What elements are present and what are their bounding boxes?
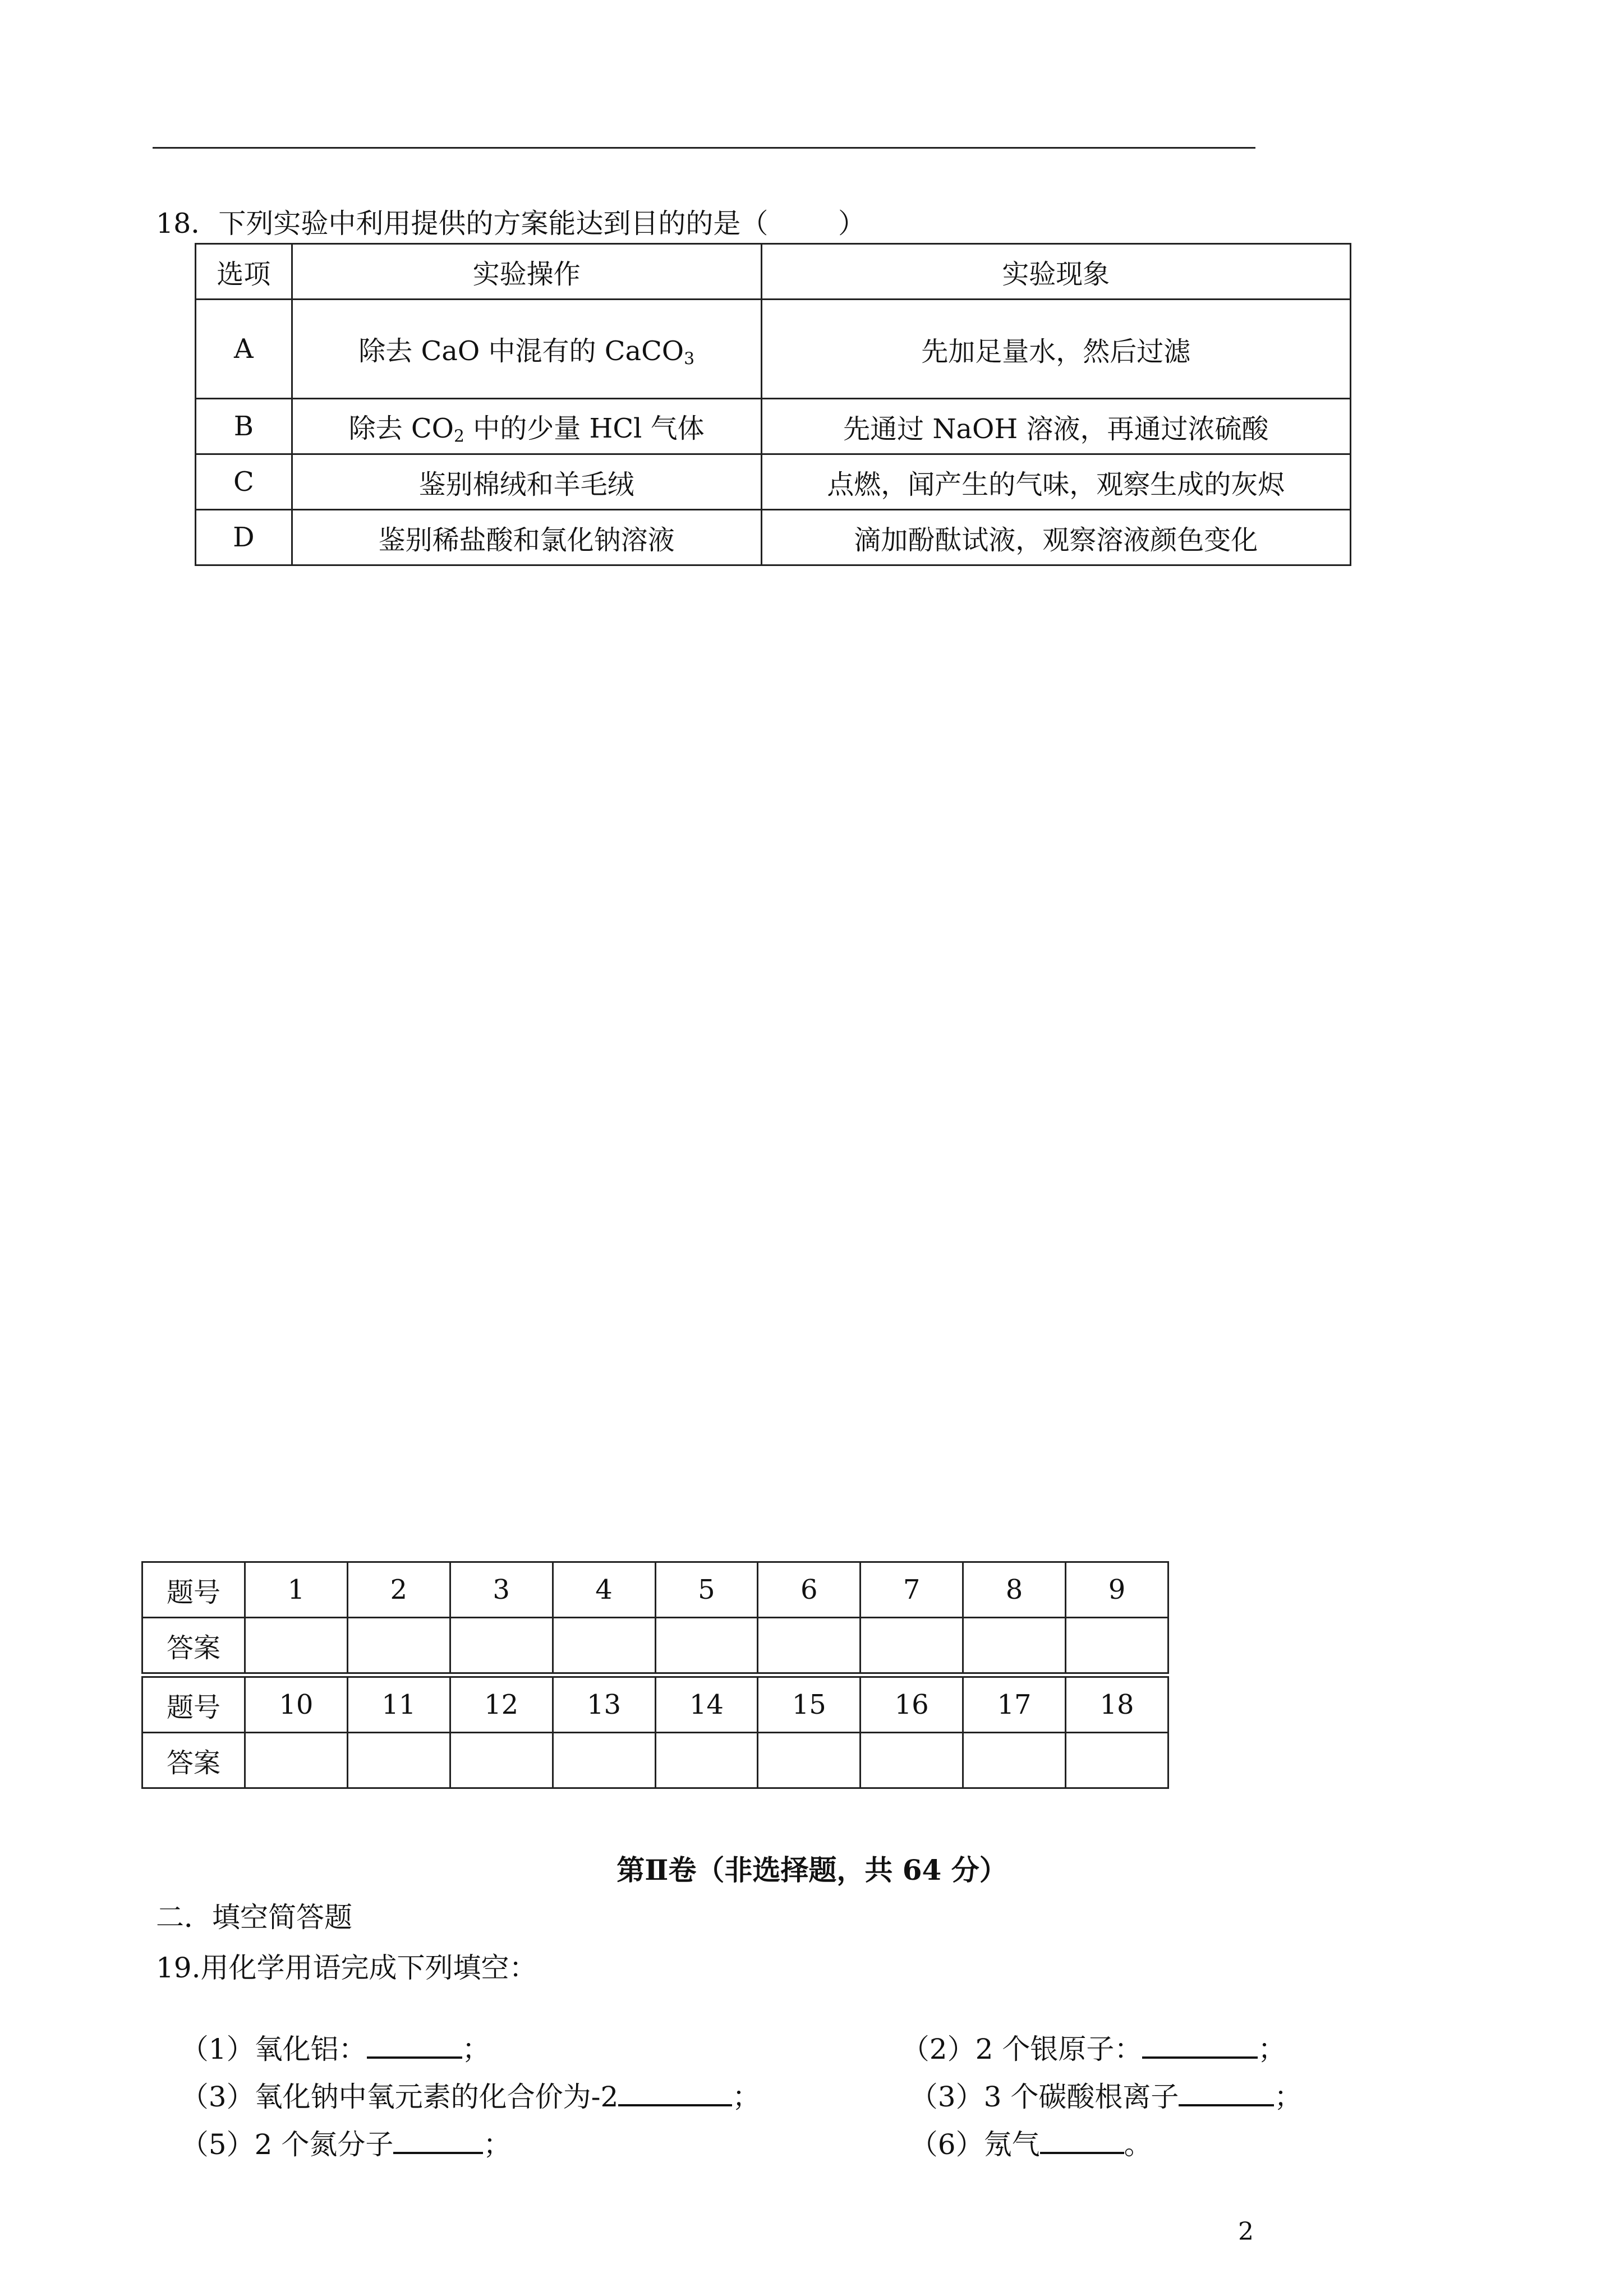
- answer-cell[interactable]: [347, 1733, 450, 1788]
- question-number-cell: 15: [758, 1677, 861, 1733]
- answer-label: 答案: [142, 1733, 245, 1788]
- answer-table-2: [141, 1676, 1169, 1789]
- answer-cell[interactable]: [963, 1618, 1066, 1673]
- question-number-cell: 5: [655, 1562, 758, 1618]
- answer-blank[interactable]: [618, 2079, 732, 2106]
- table-row: [196, 300, 1351, 399]
- q19-item-2: （2）2 个银原子： ；: [901, 2033, 1286, 2065]
- operation-a: 除去 CaO 中混有的 CaCO$_3$: [292, 300, 761, 399]
- question-number-cell: 18: [1066, 1677, 1168, 1733]
- q19-item-6: （6）氖气 。: [909, 2128, 1152, 2161]
- q19-item-1: （1）氧化铝： ；: [180, 2033, 490, 2065]
- question-18-stem: 18．下列实验中利用提供的方案能达到目的的是（ ）: [156, 208, 866, 240]
- question-number-label: 题号: [142, 1677, 245, 1733]
- question-number-label: 题号: [142, 1562, 245, 1618]
- phenomenon-b: 先通过 NaOH 溶液，再通过浓硫酸: [761, 399, 1350, 454]
- question-number-cell: 11: [347, 1677, 450, 1733]
- section-2-title: 第Ⅱ卷（非选择题，共 64 分）: [617, 1853, 1007, 1887]
- table-row: [196, 510, 1351, 565]
- header-operation: 实验操作: [292, 244, 761, 300]
- answer-cell[interactable]: [553, 1733, 655, 1788]
- phenomenon-d: 滴加酚酞试液，观察溶液颜色变化: [761, 510, 1350, 565]
- table-header-row: [196, 244, 1351, 300]
- answer-cell[interactable]: [861, 1733, 963, 1788]
- q19-item-3: （3）氧化钠中氧元素的化合价为-2 ；: [180, 2081, 761, 2113]
- question-number-cell: 2: [347, 1562, 450, 1618]
- answer-blank[interactable]: [393, 2127, 483, 2154]
- header-option: 选项: [196, 244, 292, 300]
- header-rule: [153, 147, 1255, 149]
- question-number-cell: 9: [1066, 1562, 1168, 1618]
- question-number-cell: 14: [655, 1677, 758, 1733]
- question-number-cell: 3: [450, 1562, 553, 1618]
- answer-row: [142, 1733, 1168, 1788]
- header-phenomenon: 实验现象: [761, 244, 1350, 300]
- phenomenon-a: 先加足量水，然后过滤: [761, 300, 1350, 399]
- answer-cell[interactable]: [450, 1733, 553, 1788]
- question-number-cell: 16: [861, 1677, 963, 1733]
- question-number-cell: 1: [245, 1562, 348, 1618]
- answer-cell[interactable]: [1066, 1618, 1168, 1673]
- operation-d: 鉴别稀盐酸和氯化钠溶液: [292, 510, 761, 565]
- question-19-stem: 19.用化学用语完成下列填空：: [156, 1952, 537, 1984]
- answer-row: [142, 1618, 1168, 1673]
- answer-cell[interactable]: [450, 1618, 553, 1673]
- answer-cell[interactable]: [758, 1618, 861, 1673]
- question-number-row: [142, 1677, 1168, 1733]
- option-d: D: [196, 510, 292, 565]
- answer-cell[interactable]: [861, 1618, 963, 1673]
- option-b: B: [196, 399, 292, 454]
- question-number-cell: 10: [245, 1677, 348, 1733]
- section-2-subtitle: 二．填空简答题: [156, 1901, 352, 1934]
- answer-cell[interactable]: [347, 1618, 450, 1673]
- answer-cell[interactable]: [758, 1733, 861, 1788]
- answer-cell[interactable]: [245, 1733, 348, 1788]
- operation-c: 鉴别棉绒和羊毛绒: [292, 454, 761, 510]
- page-number: 2: [1238, 2217, 1254, 2246]
- answer-cell[interactable]: [553, 1618, 655, 1673]
- answer-cell[interactable]: [1066, 1733, 1168, 1788]
- answer-cell[interactable]: [245, 1618, 348, 1673]
- question-number-cell: 8: [963, 1562, 1066, 1618]
- answer-blank[interactable]: [1179, 2079, 1274, 2106]
- q19-item-5: （5）2 个氮分子 ；: [180, 2128, 512, 2161]
- option-a: A: [196, 300, 292, 399]
- question-number-cell: 4: [553, 1562, 655, 1618]
- table-row: [196, 399, 1351, 454]
- phenomenon-c: 点燃，闻产生的气味，观察生成的灰烬: [761, 454, 1350, 510]
- option-c: C: [196, 454, 292, 510]
- table-row: [196, 454, 1351, 510]
- question-number-cell: 12: [450, 1677, 553, 1733]
- answer-label: 答案: [142, 1618, 245, 1673]
- answer-cell[interactable]: [655, 1618, 758, 1673]
- question-number-cell: 13: [553, 1677, 655, 1733]
- question-number-cell: 6: [758, 1562, 861, 1618]
- question-number-cell: 7: [861, 1562, 963, 1618]
- answer-cell[interactable]: [963, 1733, 1066, 1788]
- answer-blank[interactable]: [1040, 2127, 1124, 2154]
- question-number-row: [142, 1562, 1168, 1618]
- answer-cell[interactable]: [655, 1733, 758, 1788]
- question-number-cell: 17: [963, 1677, 1066, 1733]
- answer-table-1: [141, 1561, 1169, 1674]
- question-18-table: [195, 243, 1351, 566]
- operation-b: 除去 $CO_2$ 中的少量 HCl 气体: [292, 399, 761, 454]
- q19-item-4: （3）3 个碳酸根离子 ；: [909, 2081, 1303, 2113]
